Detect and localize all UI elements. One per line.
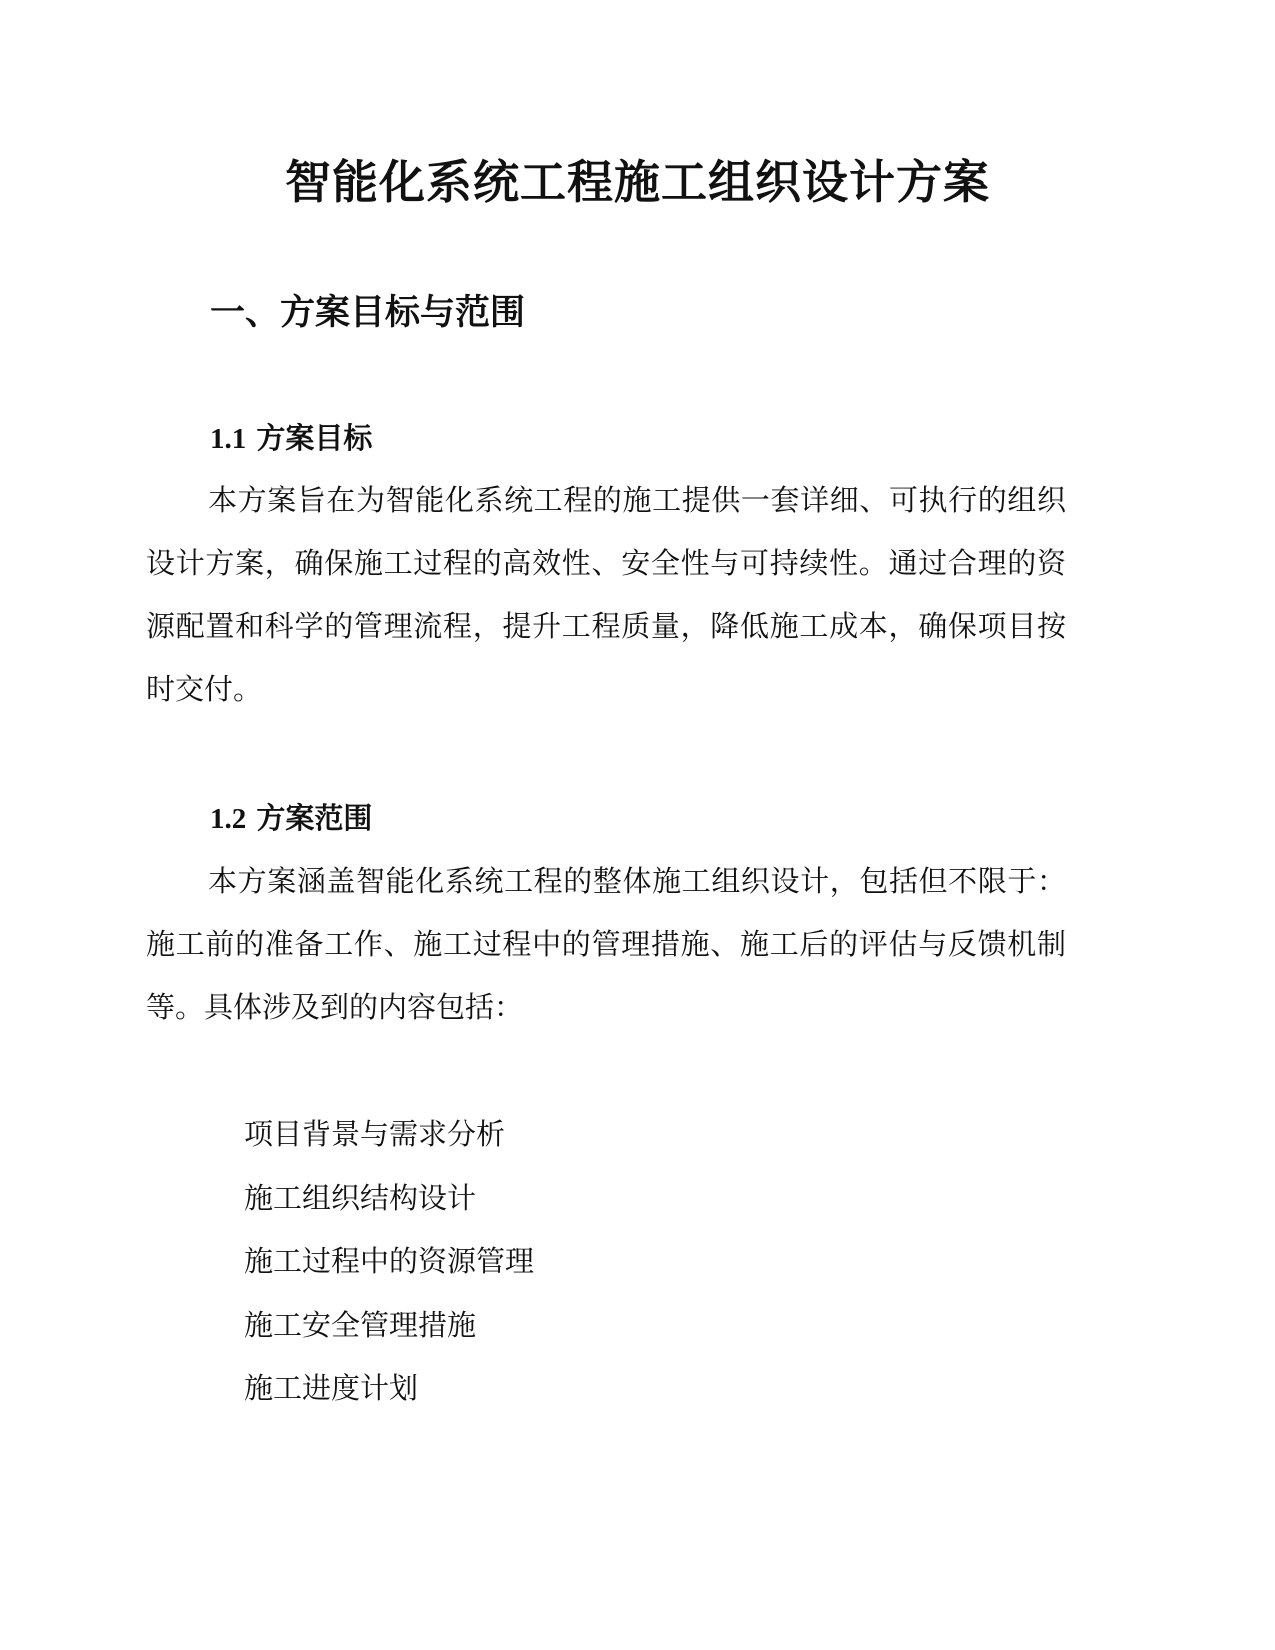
list-item: 施工安全管理措施 bbox=[244, 1307, 477, 1342]
subsection-heading-1-2 bbox=[210, 798, 372, 839]
subsection-title: 方案范围 bbox=[256, 801, 373, 835]
list-item: 施工组织结构设计 bbox=[244, 1180, 477, 1215]
subsection-title: 方案目标 bbox=[256, 421, 373, 455]
list-item: 项目背景与需求分析 bbox=[244, 1117, 506, 1151]
list-item: 施工进度计划 bbox=[244, 1371, 419, 1405]
document-title: 智能化系统工程施工组织设计方案 bbox=[285, 155, 990, 209]
section-heading-1: 一、方案目标与范围 bbox=[210, 293, 526, 333]
subsection-number: 1.2 bbox=[210, 803, 247, 835]
list-item: 施工过程中的资源管理 bbox=[244, 1244, 535, 1278]
subsection-heading-1-1 bbox=[210, 418, 372, 459]
subsection-number: 1.1 bbox=[210, 423, 247, 455]
scope-list bbox=[244, 1103, 534, 1421]
goal-paragraph: 本方案旨在为智能化系统工程的施工提供一套详细、可执行的组织设计方案，确保施工过程的高效性、安全性与可持续性。通过合理的资源配置和科学的管理流程，提升工程质量，降低施工成本，确保项目按时交付。 bbox=[146, 483, 1066, 706]
scope-paragraph: 本方案涵盖智能化系统工程的整体施工组织设计，包括但不限于：施工前的准备工作、施工过程中的管理措施、施工后的评估与反馈机制等。具体涉及到的内容包括： bbox=[146, 864, 1066, 1024]
